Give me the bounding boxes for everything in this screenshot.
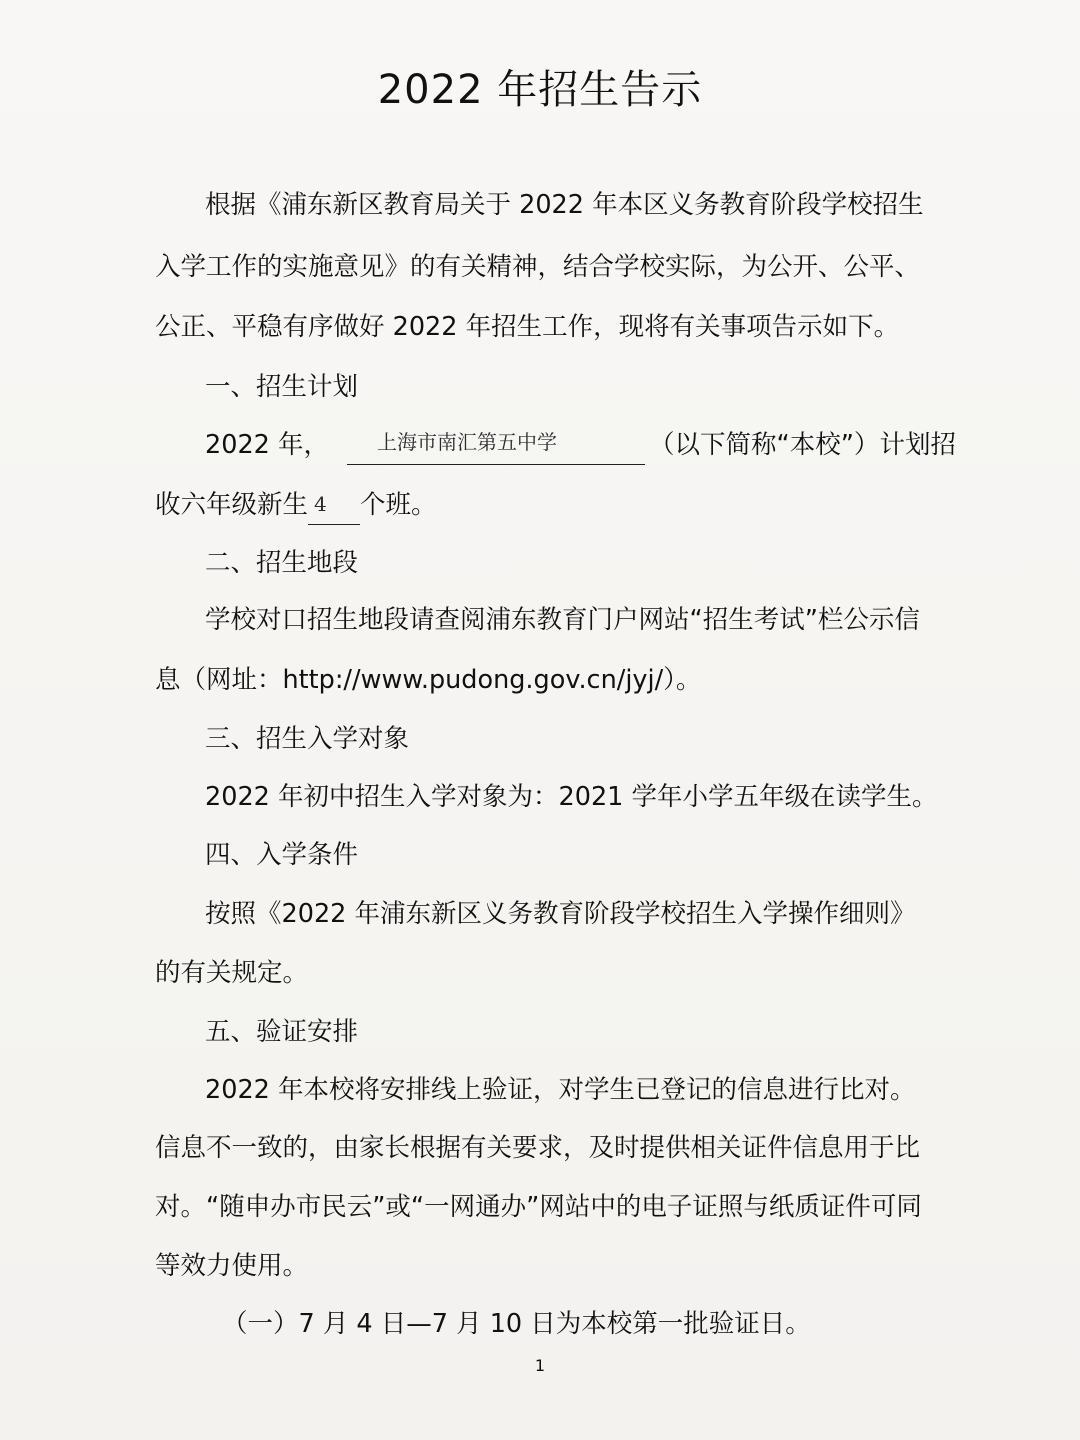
section-4-heading: 四、入学条件: [205, 840, 359, 870]
section-5-line-1: 2022 年本校将安排线上验证，对学生已登记的信息进行比对。: [205, 1075, 916, 1105]
section-5-heading: 五、验证安排: [205, 1017, 359, 1047]
section-5-line-4: 等效力使用。: [155, 1251, 309, 1281]
section-4-line-2: 的有关规定。: [155, 958, 309, 988]
section-2-line-1: 学校对口招生地段请查阅浦东教育门户网站“招生考试”栏公示信: [205, 605, 920, 635]
intro-line-1: 根据《浦东新区教育局关于 2022 年本区义务教育阶段学校招生: [205, 190, 924, 220]
class-count-field: [308, 492, 360, 525]
section-1-line-2-suffix: 个班。: [360, 490, 437, 520]
section-1-line-1: [205, 425, 995, 465]
page-number: 1: [534, 1356, 546, 1375]
section-1-line-2: [155, 485, 945, 525]
school-name-handwritten: 上海市南汇第五中学: [377, 430, 558, 454]
section-3-line-1: 2022 年初中招生入学对象为：2021 学年小学五年级在读学生。: [205, 782, 938, 812]
intro-line-2: 入学工作的实施意见》的有关精神，结合学校实际，为公开、公平、: [155, 252, 921, 282]
section-4-line-1: 按照《2022 年浦东新区义务教育阶段学校招生入学操作细则》: [205, 899, 916, 929]
class-count-handwritten: 4: [314, 492, 327, 516]
section-5-item-1: （一）7 月 4 日—7 月 10 日为本校第一批验证日。: [222, 1309, 811, 1339]
section-1-line-2-prefix: 收六年级新生: [155, 490, 309, 520]
section-5-line-3: 对。“随申办市民云”或“一网通办”网站中的电子证照与纸质证件可同: [155, 1192, 922, 1222]
section-2-line-2: 息（网址：http://www.pudong.gov.cn/jyj/）。: [155, 665, 702, 695]
section-1-line-1-prefix: 2022 年，: [205, 430, 330, 460]
section-1-heading: 一、招生计划: [205, 372, 359, 402]
section-3-heading: 三、招生入学对象: [205, 724, 410, 754]
section-1-line-1-suffix: （以下简称“本校”）计划招: [649, 430, 956, 460]
intro-line-3: 公正、平稳有序做好 2022 年招生工作，现将有关事项告示如下。: [155, 312, 900, 342]
page-title: 2022 年招生告示: [377, 67, 703, 113]
section-5-line-2: 信息不一致的，由家长根据有关要求，及时提供相关证件信息用于比: [155, 1133, 921, 1163]
section-2-heading: 二、招生地段: [205, 548, 359, 578]
school-name-field: [347, 432, 645, 465]
